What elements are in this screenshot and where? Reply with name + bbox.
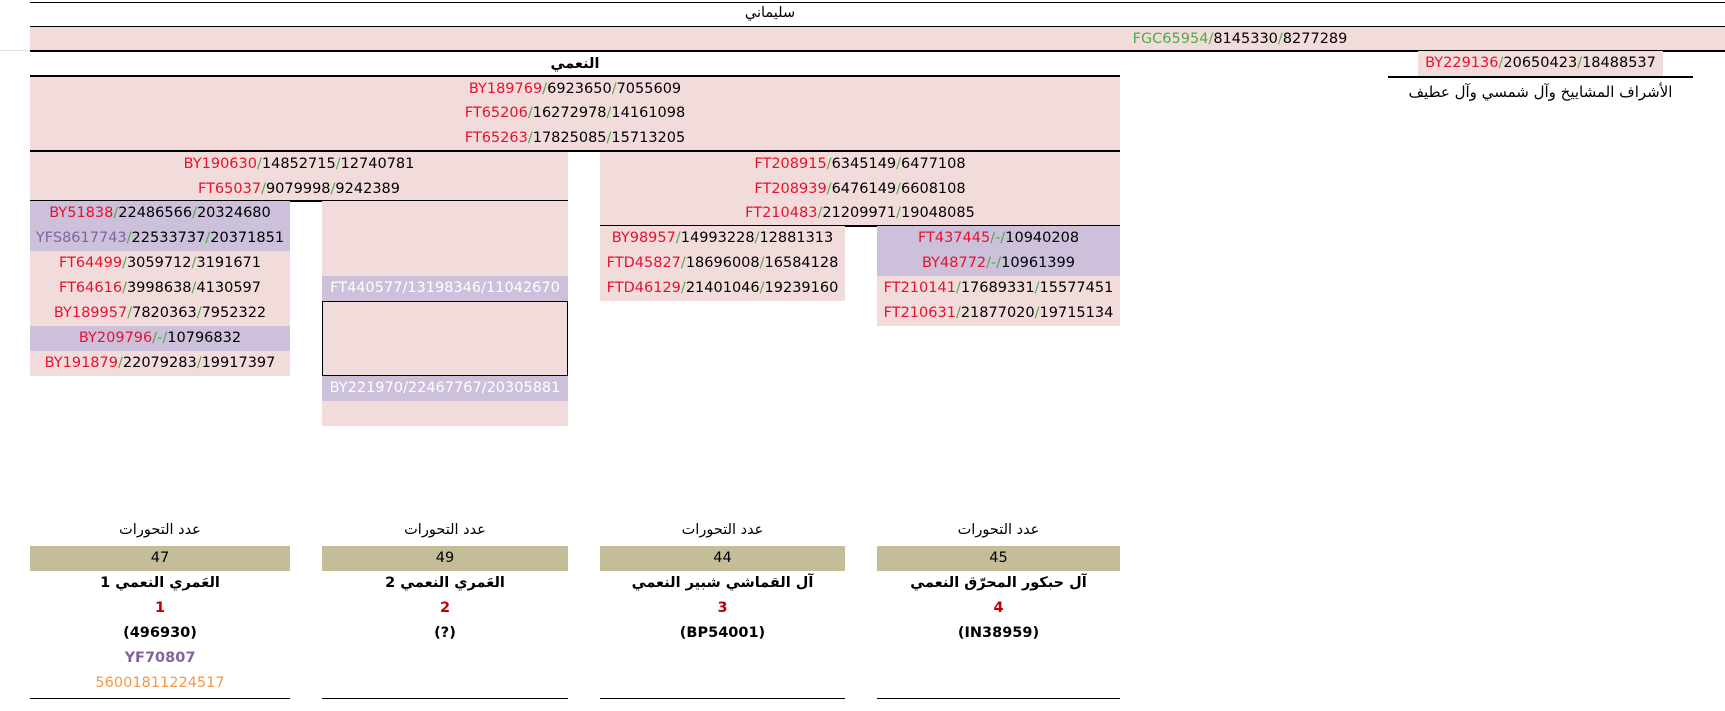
col3-snp-2: FTD45827/18696008/16584128 [600, 251, 845, 276]
col4-snp-2: BY48772/-/10961399 [877, 251, 1120, 276]
col2-code: (?) [434, 625, 456, 641]
col1-snp-6: BY209796/-/10796832 [30, 326, 290, 351]
col3-stat-value: 44 [600, 546, 845, 571]
col3-number: 3 [717, 600, 728, 616]
root-snp: FGC65954/8145330/8277289 [1132, 31, 1348, 47]
left-branch-snp-1: BY190630/14852715/12740781 [183, 156, 415, 172]
main-title: النعمي [550, 56, 600, 72]
col3-code: (BP54001) [679, 625, 766, 641]
col2-number: 2 [439, 600, 451, 616]
col3-snp-1: BY98957/14993228/12881313 [600, 226, 845, 251]
col3-stat-label: عدد التحورات [681, 522, 764, 538]
side-branch-label: الأشراف المشاييخ وآل شمسي وآل عطيف [1408, 83, 1673, 101]
col2-stat-label: عدد التحورات [404, 522, 486, 538]
right-branch-snp-2: FT208939/6476149/6608108 [754, 181, 966, 197]
root-snp-band [30, 27, 1725, 51]
col1-snp-3: FT64499/3059712/3191671 [30, 251, 290, 276]
root-band-edge [0, 50, 30, 51]
col2-stat-value: 49 [322, 546, 568, 571]
main-snp-3: FT65263/17825085/15713205 [464, 130, 686, 146]
col1-extra-2: 56001811224517 [95, 675, 225, 691]
col4-snp-4: FT210631/21877020/19715134 [877, 301, 1120, 326]
col1-snp-2: YFS8617743/22533737/20371851 [30, 226, 290, 251]
col1-stat-value: 47 [30, 546, 290, 571]
col1-code: (496930) [123, 625, 197, 641]
main-snp-2: FT65206/16272978/14161098 [464, 105, 686, 121]
col1-stat-label: عدد التحورات [119, 522, 201, 538]
side-branch-snp: BY229136/20650423/18488537 [1418, 51, 1663, 76]
col4-number: 4 [993, 600, 1004, 616]
top-title: سليماني [744, 5, 796, 21]
col4-footer-line [877, 698, 1120, 699]
side-branch-underline [1388, 76, 1693, 78]
col1-snp-1: BY51838/22486566/20324680 [30, 201, 290, 226]
col3-snp-3: FTD46129/21401046/19239160 [600, 276, 845, 301]
col1-footer-line [30, 698, 290, 699]
col2-snp-1: FT440577/13198346/11042670 [322, 276, 568, 301]
col2-empty-box [322, 301, 568, 376]
col2-footer-line [322, 698, 568, 699]
right-branch-snp-1: FT208915/6345149/6477108 [754, 156, 966, 172]
right-branch-snp-3: FT210483/21209971/19048085 [745, 205, 975, 221]
col3-footer-line [600, 698, 845, 699]
col1-extra-1: YF70807 [124, 650, 196, 666]
col1-snp-4: FT64616/3998638/4130597 [30, 276, 290, 301]
col2-name: العَمري النعمي 2 [385, 575, 505, 591]
col4-stat-label: عدد التحورات [957, 522, 1040, 538]
col1-number: 1 [154, 600, 166, 616]
col4-snp-1: FT437445/-/10940208 [877, 226, 1120, 251]
col2-snp-2: BY221970/22467767/20305881 [322, 376, 568, 401]
col4-snp-3: FT210141/17689331/15577451 [877, 276, 1120, 301]
main-snp-1: BY189769/6923650/7055609 [468, 81, 682, 97]
col4-name: آل حبكور المحرّق النعمي [910, 575, 1087, 591]
left-branch-snp-2: FT65037/9079998/9242389 [197, 181, 400, 197]
col1-snp-7: BY191879/22079283/19917397 [30, 351, 290, 376]
col4-stat-value: 45 [877, 546, 1120, 571]
col1-snp-5: BY189957/7820363/7952322 [30, 301, 290, 326]
col4-code: (IN38959) [957, 625, 1040, 641]
col1-name: العَمري النعمي 1 [100, 575, 220, 591]
col3-name: آل القماشي شبير النعمي [631, 575, 814, 591]
